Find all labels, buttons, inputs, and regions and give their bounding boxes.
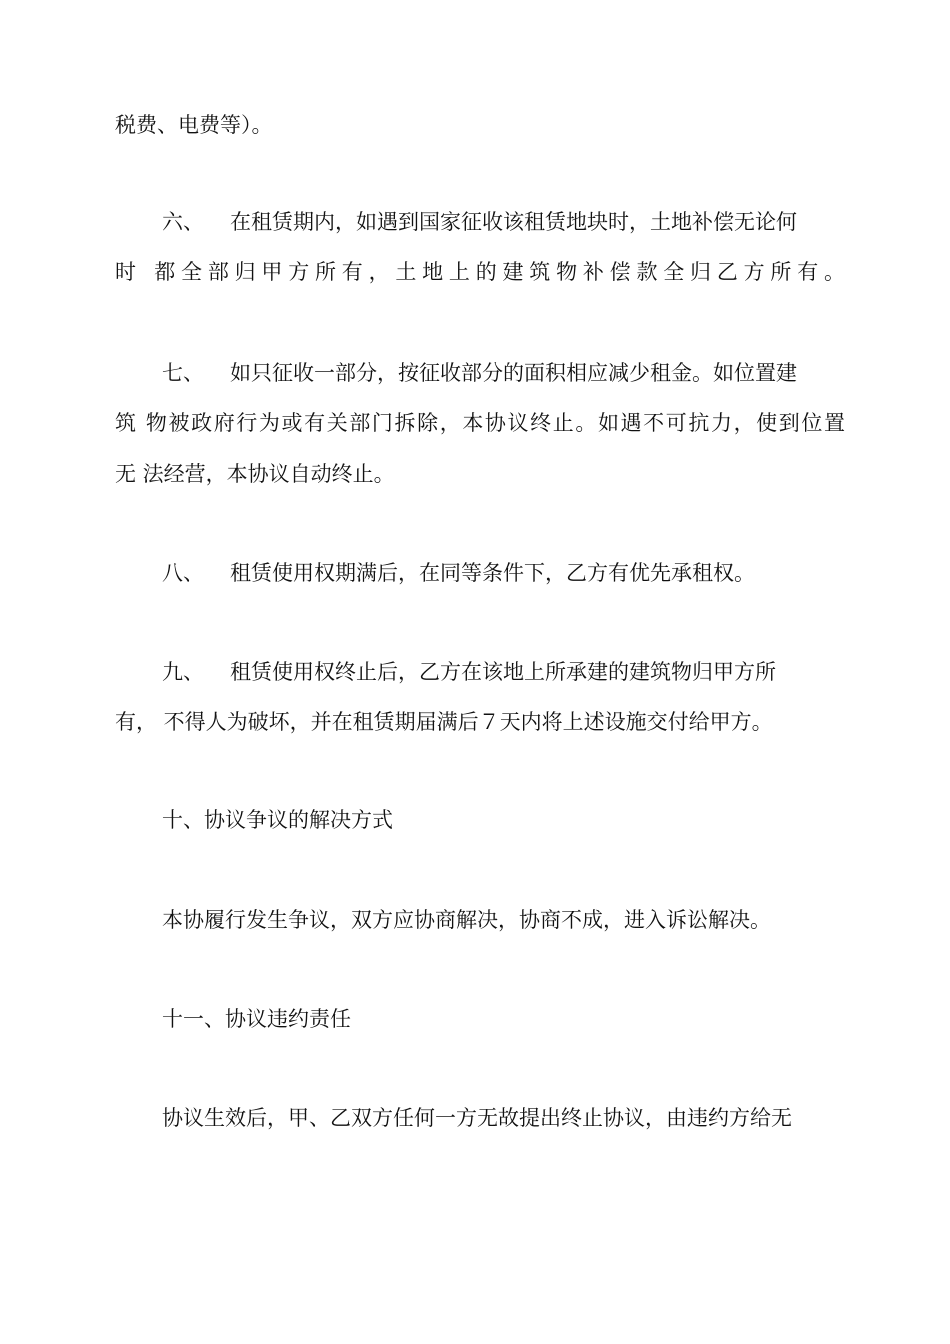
clause-7-first-line (162, 358, 845, 388)
clause-6-first-line (162, 207, 845, 237)
paragraph-line: 税费、电费等）。 (115, 113, 273, 137)
clause-number: 九、 (162, 660, 204, 684)
paragraph-line: 筑 物被政府行为或有关部门拆除，本协议终止。如遇不可抗力，使到位置 (115, 411, 845, 435)
paragraph-line: 无 法经营，本协议自动终止。 (115, 462, 395, 486)
clause-number: 八、 (162, 561, 204, 585)
paragraph-line: 本协履行发生争议，双方应协商解决，协商不成，进入诉讼解决。 (162, 908, 771, 932)
section-heading: 十一、协议违约责任 (162, 1007, 351, 1031)
clause-text: 租赁使用权期满后，在同等条件下，乙方有优先承租权。 (230, 561, 755, 585)
clause-8-line (162, 558, 845, 588)
paragraph-line: 有， 不得人为破坏，并在租赁期届满后７天内将上述设施交付给甲方。 (115, 710, 773, 734)
clause-9-first-line (162, 657, 845, 687)
clause-text: 如只征收一部分，按征收部分的面积相应减少租金。如位置建 (230, 361, 797, 385)
paragraph-line: 协议生效后，甲、乙双方任何一方无故提出终止协议，由违约方给无 (162, 1106, 792, 1130)
clause-text: 租赁使用权终止后，乙方在该地上所承建的建筑物归甲方所 (230, 660, 776, 684)
clause-text: 在租赁期内，如遇到国家征收该租赁地块时，土地补偿无论何 (230, 210, 797, 234)
paragraph-line: 时 都全部归甲方所有，土地上的建筑物补偿款全归乙方所有。 (115, 260, 845, 284)
clause-number: 七、 (162, 361, 204, 385)
section-heading: 十、协议争议的解决方式 (162, 808, 393, 832)
clause-number: 六、 (162, 210, 204, 234)
